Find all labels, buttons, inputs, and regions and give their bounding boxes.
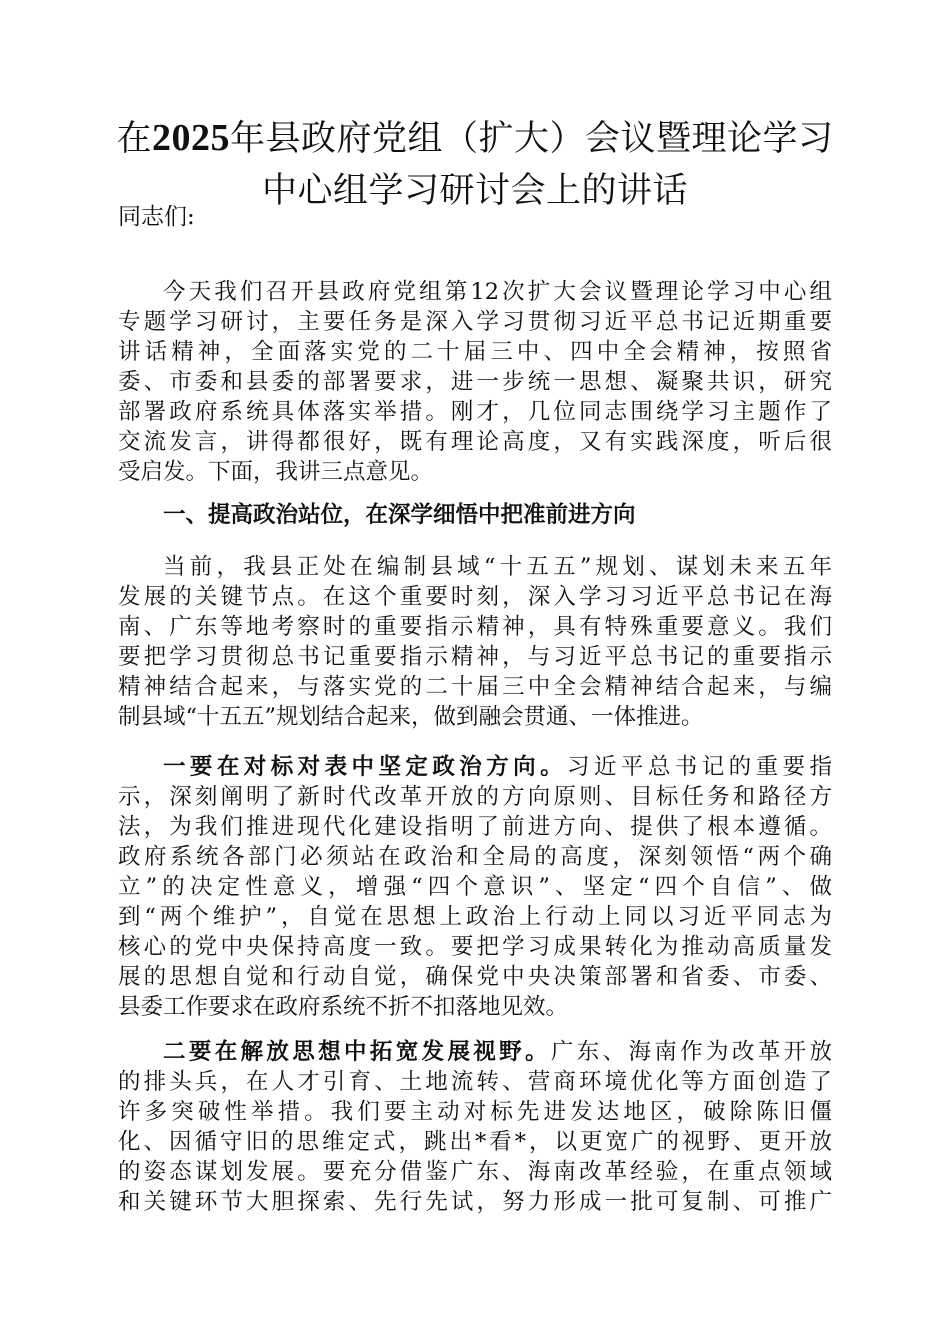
paragraph-line: 县委工作要求在政府系统不折不扣落地见效。 xyxy=(118,994,569,1020)
paragraph-line xyxy=(118,752,832,782)
paragraph-line: 立”的决定性意义，增强“四个意识”、坚定“四个自信”、做 xyxy=(118,874,832,900)
paragraph-line: 今天我们召开县政府党组第12次扩大会议暨理论学习中心组 xyxy=(163,279,832,305)
point-lead-rest: 习近平总书记的重要指 xyxy=(567,754,832,780)
paragraph-line: 化、因循守旧的思维定式，跳出*看*，以更宽广的视野、更开放 xyxy=(118,1129,832,1155)
paragraph-line: 部署政府系统具体落实举措。刚才，几位同志围绕学习主题作了 xyxy=(118,399,832,425)
paragraph-line: 示，深刻阐明了新时代改革开放的方向原则、目标任务和路径方 xyxy=(118,784,832,810)
paragraph-line: 许多突破性举措。我们要主动对标先进发达地区，破除陈旧僵 xyxy=(118,1099,832,1125)
paragraph-line: 核心的党中央保持高度一致。要把学习成果转化为推动高质量发 xyxy=(118,934,832,960)
paragraph-line xyxy=(118,1037,832,1067)
title-prefix: 在 xyxy=(116,119,152,159)
paragraph-line: 当前，我县正处在编制县域“十五五”规划、谋划未来五年 xyxy=(163,554,832,580)
paragraph-line: 委、市委和县委的部署要求，进一步统一思想、凝聚共识，研究 xyxy=(118,369,832,395)
paragraph-line: 法，为我们推进现代化建设指明了前进方向、提供了根本遵循。 xyxy=(118,814,832,840)
paragraph-line: 受启发。下面，我讲三点意见。 xyxy=(118,459,434,485)
paragraph-line: 展的思想自觉和行动自觉，确保党中央决策部署和省委、市委、 xyxy=(118,964,832,990)
paragraph-line: 发展的关键节点。在这个重要时刻，深入学习习近平总书记在海 xyxy=(118,584,832,610)
paragraph-point-2 xyxy=(118,1037,832,1217)
paragraph-line: 政府系统各部门必须站在政治和全局的高度，深刻领悟“两个确 xyxy=(118,844,832,870)
paragraph-line: 和关键环节大胆探索、先行先试，努力形成一批可复制、可推广 xyxy=(118,1189,832,1215)
paragraph-line: 精神结合起来，与落实党的二十届三中全会精神结合起来，与编 xyxy=(118,674,832,700)
paragraph-line: 到“两个维护”，自觉在思想上政治上行动上同以习近平同志为 xyxy=(118,904,832,930)
paragraph-line: 的姿态谋划发展。要充分借鉴广东、海南改革经验，在重点领域 xyxy=(118,1159,832,1185)
title-year: 2025 xyxy=(152,117,230,159)
paragraph-line: 的排头兵，在人才引育、土地流转、营商环境优化等方面创造了 xyxy=(118,1069,832,1095)
salutation: 同志们: xyxy=(118,204,195,230)
paragraph-point-1 xyxy=(118,752,832,1022)
title-suffix: 年县政府党组（扩大）会议暨理论学习 xyxy=(230,119,834,159)
paragraph-line: 制县域“十五五”规划结合起来，做到融会贯通、一体推进。 xyxy=(118,704,704,730)
document-title-line-2: 中心组学习研讨会上的讲话 xyxy=(261,171,688,211)
point-lead-rest: 广东、海南作为改革开放 xyxy=(550,1039,832,1065)
paragraph-line: 交流发言，讲得都很好，既有理论高度，又有实践深度，听后很 xyxy=(118,429,832,455)
paragraph-line: 南、广东等地考察时的重要指示精神，具有特殊重要意义。我们 xyxy=(118,614,832,640)
section-heading-1: 一、提高政治站位，在深学细悟中把准前进方向 xyxy=(163,502,636,528)
point-lead: 二要在解放思想中拓宽发展视野。 xyxy=(163,1039,551,1065)
paragraph-line: 专题学习研讨，主要任务是深入学习贯彻习近平总书记近期重要 xyxy=(118,309,832,335)
paragraph-line: 要把学习贯彻总书记重要指示精神，与习近平总书记的重要指示 xyxy=(118,644,832,670)
point-lead: 一要在对标对表中坚定政治方向。 xyxy=(163,754,568,780)
paragraph-line: 讲话精神，全面落实党的二十届三中、四中全会精神，按照省 xyxy=(118,339,832,365)
paragraph-context xyxy=(118,552,832,732)
paragraph-intro xyxy=(118,277,832,487)
document-title-line-1 xyxy=(60,112,890,165)
